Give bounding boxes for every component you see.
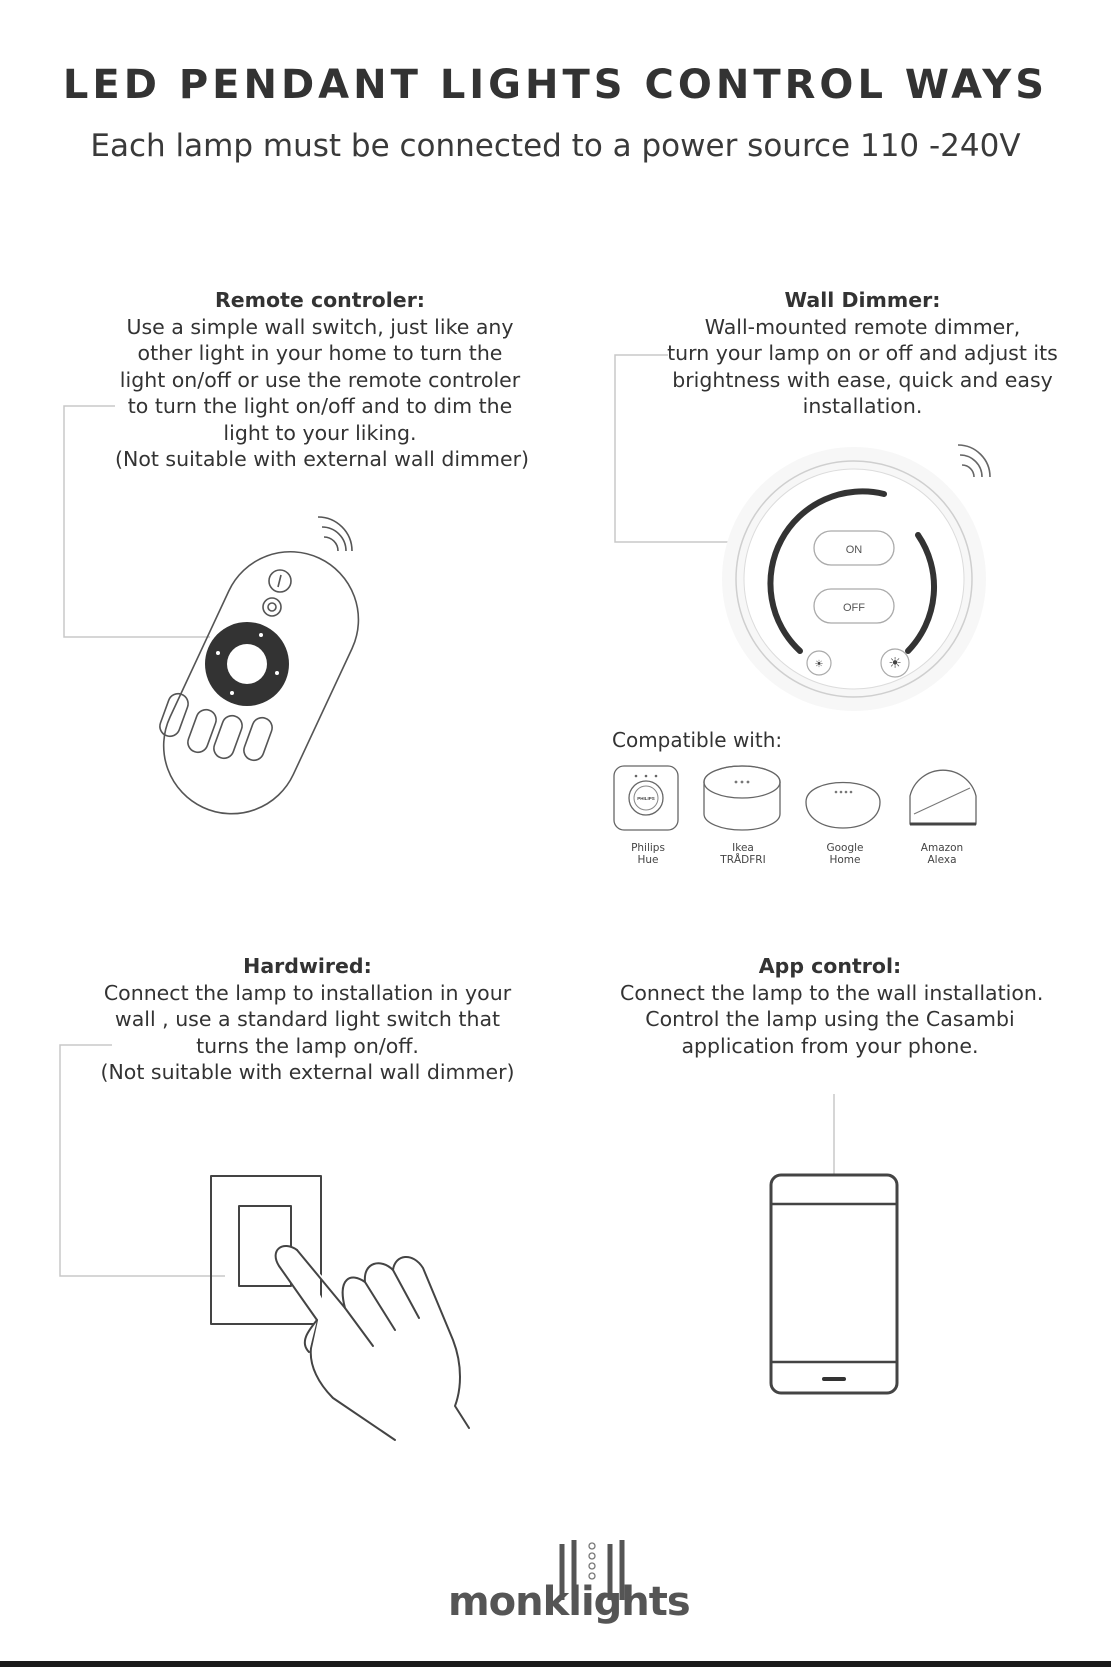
app-heading: App control: [758,954,902,978]
ikea-tradfri-label: Ikea TRÅDFRI [720,842,766,866]
hardwired-heading: Hardwired: [243,954,372,978]
compatible-label: Compatible with: [612,728,783,752]
amazon-alexa-icon [910,770,976,824]
app-text-line: Control the lamp using the Casambi [645,1007,1015,1031]
remote-text-line: to turn the light on/off and to dim the [127,394,513,418]
wall-switch-hand-icon [205,1170,485,1440]
hardwired-connector-line [60,1045,225,1276]
hardwired-text-line: wall , use a standard light switch that [114,1007,501,1031]
svg-text:☀: ☀ [888,654,902,672]
wall-dimmer-icon [730,445,1000,715]
philips-mark: PHILIPS [637,796,655,801]
page-subtitle: Each lamp must be connected to a power source 110 -240V [90,128,1021,164]
hardwired-text-line: Connect the lamp to installation in your [103,980,512,1005]
app-text-line: Connect the lamp to the wall installation. [620,980,1044,1005]
remote-heading: Remote controler: [214,288,426,312]
bottom-bar [0,1661,1111,1667]
hardwired-text-line: (Not suitable with external wall dimmer) [100,1060,515,1084]
page-title: LED PENDANT LIGHTS CONTROL WAYS [62,62,1049,108]
brand-logo: monklights [448,1579,690,1625]
compatible-devices-icons [610,762,980,834]
philips-hue-label: Philips Hue [631,842,665,866]
remote-text-line: Use a simple wall switch, just like any [126,314,514,339]
wall-dimmer-text-line: installation. [802,394,923,418]
remote-text-line: other light in your home to turn the [137,341,503,365]
ikea-tradfri-icon [704,766,780,830]
philips-hue-icon [614,766,678,830]
remote-text-line: light to your liking. [223,420,417,445]
google-home-icon [806,783,880,829]
smartphone-icon [766,1170,902,1400]
wall-dimmer-heading: Wall Dimmer: [784,288,941,312]
wall-dimmer-text-line: brightness with ease, quick and easy [672,367,1053,392]
svg-text:☀: ☀ [814,659,824,670]
google-home-label: Google Home [826,842,864,866]
remote-text-line: (Not suitable with external wall dimmer) [115,447,530,471]
wall-dimmer-text-line: Wall-mounted remote dimmer, [704,314,1021,339]
amazon-alexa-label: Amazon Alexa [920,842,964,866]
off-button-label: OFF [843,602,865,614]
remote-text-line: light on/off or use the remote controler [119,367,521,392]
hardwired-text-line: turns the lamp on/off. [196,1033,419,1058]
on-button-label: ON [845,544,863,556]
remote-control-icon [150,525,370,825]
app-text-line: application from your phone. [681,1033,979,1058]
wall-dimmer-text-line: turn your lamp on or off and adjust its [667,341,1058,365]
